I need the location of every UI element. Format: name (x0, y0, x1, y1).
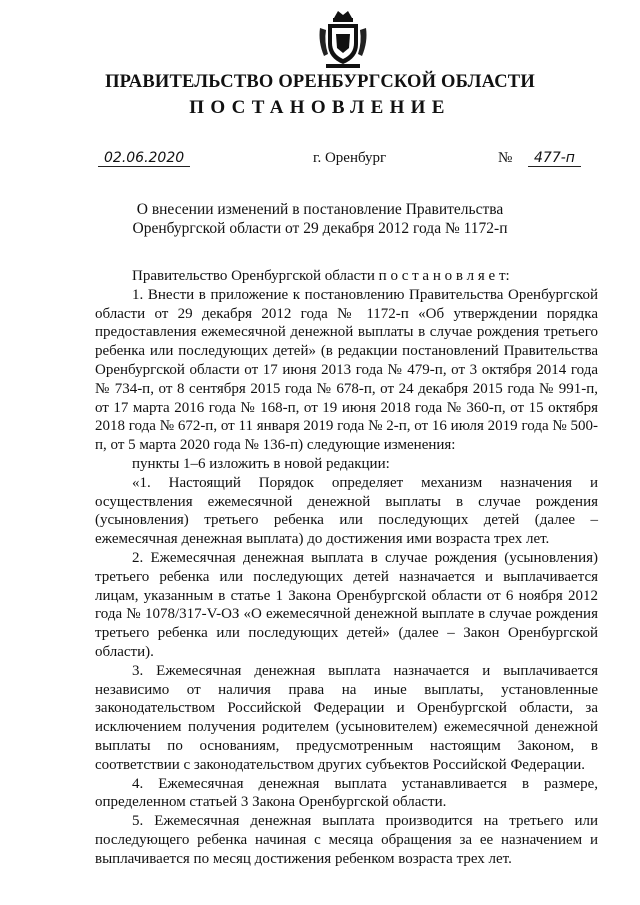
body-paragraph: 1. Внести в приложение к постановлению Правительства Оренбургской области от 29 декабря 2012 года № 1172-п «Об утверждении порядка предоставления ежемесячной денежной выплаты в случае рождения третьего ребенка или последующих детей» (в редакции постановлений Правительства Оренбургской области от 17 июня 2013 года № 479-п, от 3 октября 2014 года № 734-п, от 8 сентября 2015 года № 678-п, от 24 декабря 2015 года № 991-п, от 17 марта 2016 года № 168-п, от 19 июня 2018 года № 360-п, от 15 октября 2018 года № 672-п, от 11 января 2019 года № 2-п, от 16 июля 2019 года № 500-п, от 5 марта 2020 года № 136-п) следующие изменения: (95, 286, 598, 454)
decree-number: 477-п (528, 150, 581, 167)
document-type: ПОСТАНОВЛЕНИЕ (189, 97, 451, 118)
body-intro: Правительство Оренбургской области п о с т а н о в л я е т: (132, 268, 510, 284)
decree-number-label: № (498, 150, 513, 166)
decree-body (95, 267, 598, 869)
body-paragraph: 3. Ежемесячная денежная выплата назначается и выплачивается независимо от наличия права на иные выплаты, установленные законодательством Российской Федерации и Оренбургской области, за исключением получения родителем (усыновителем) ежемесячной денежной выплаты по основаниям, предусмотренным настоящим Законом, в соответствии с законодательством других субъектов Российской Федерации. (95, 662, 598, 773)
subject-line-1: О внесении изменений в постановление Правительства (136, 201, 504, 218)
body-paragraph: 4. Ежемесячная денежная выплата устанавливается в размере, определенном статьей 3 Закона Оренбургской области. (95, 775, 598, 811)
body-paragraph: 5. Ежемесячная денежная выплата производится на третьего или последующего ребенка начиная с месяца обращения за ее назначением и выплачивается по месяц достижения ребенком возраста трех лет. (95, 813, 598, 867)
government-title: ПРАВИТЕЛЬСТВО ОРЕНБУРГСКОЙ ОБЛАСТИ (105, 72, 535, 92)
body-paragraph: «1. Настоящий Порядок определяет механизм назначения и осуществления ежемесячной денежной выплаты в случае рождения (усыновления) третьего ребенка или последующих детей (далее – ежемесячная денежная выплата) до достижения ими возраста трех лет. (95, 474, 598, 548)
coat-of-arms-icon (316, 8, 370, 70)
body-paragraph: пункты 1–6 изложить в новой редакции: (132, 455, 390, 472)
decree-subject (0, 200, 640, 238)
subject-line-2: Оренбургской области от 29 декабря 2012 года № 1172-п (132, 220, 508, 237)
body-paragraph: 2. Ежемесячная денежная выплата в случае рождения (усыновления) третьего ребенка или последующих детей назначается и выплачивается лицам, указанным в статье 1 Закона Оренбургской области от 6 ноября 2012 года № 1078/317-V-ОЗ «О ежемесячной денежной выплате в случае рождения третьего ребенка или последующих детей» (далее – Закон Оренбургской области). (95, 549, 598, 660)
decree-date: 02.06.2020 (98, 150, 190, 167)
decree-city: г. Оренбург (313, 150, 387, 166)
